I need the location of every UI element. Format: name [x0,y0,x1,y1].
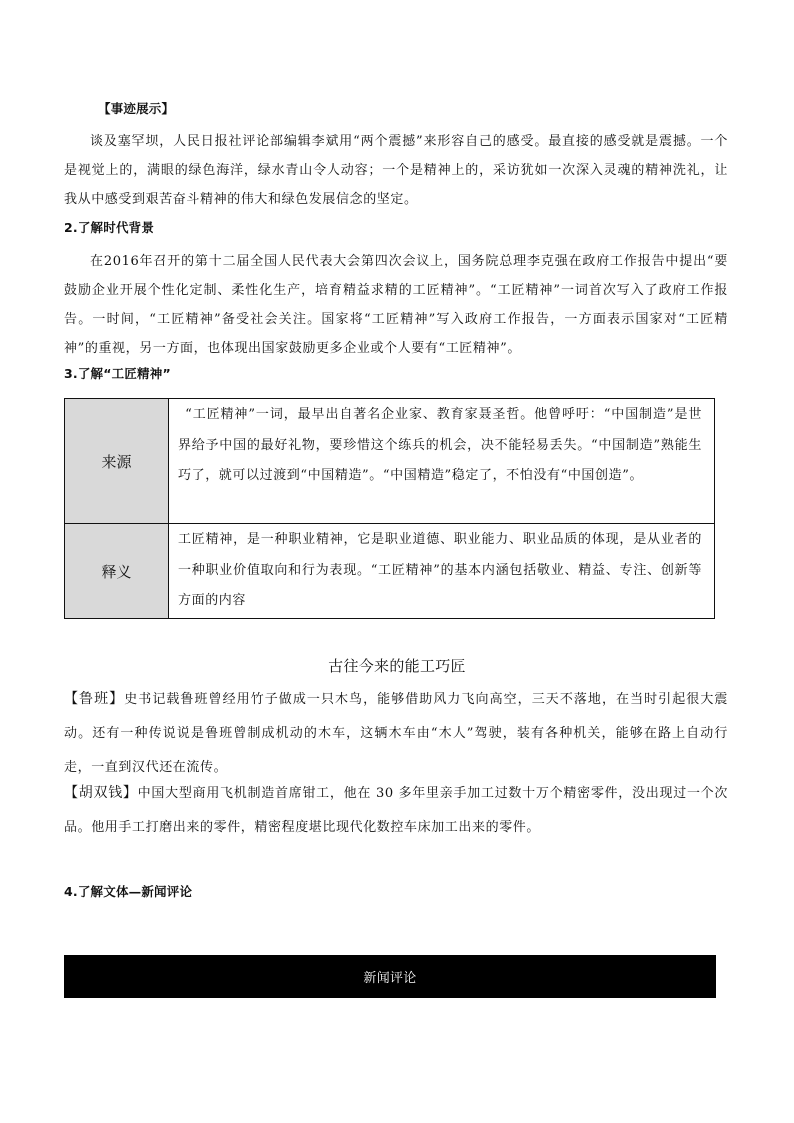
section-3-heading: 3.了解“工匠精神” [64,366,171,381]
table-row-definition [65,524,714,618]
deed-paragraph-block [64,127,728,214]
section-2-heading: 2.了解时代背景 [64,220,155,235]
craftsman-text-hushuangqian: 中国大型商用飞机制造首席钳工，他在 30 多年里亲手加工过数十万个精密零件，没出现过一个次品。他用手工打磨出来的零件，精密程度堪比现代化数控车床加工出来的零件。 [64,786,729,835]
section-4-heading: 4.了解文体—新闻评论 [64,884,193,899]
craftsman-name-luban: 【鲁班】 [64,691,125,707]
craftsman-name-hushuangqian: 【胡双钱】 [64,785,138,801]
section-2-paragraph: 在2016年召开的第十二届全国人民代表大会第四次会议上，国务院总理李克强在政府工作报告中提出“要鼓励企业开展个性化定制、柔性化生产，培育精益求精的工匠精神”。“工匠精神”一词首次写入了政府工作报告。一时间，“工匠精神”备受社会关注。国家将“工匠精神”写入政府工作报告，一方面表示国家对“工匠精神”的重视，另一方面，也体现出国家鼓励更多企业或个人要有“工匠精神”。 [64,254,728,356]
table-label-definition: 释义 [65,524,169,618]
table-content-definition-text: 工匠精神，是一种职业精神，它是职业道德、职业能力、职业品质的体现，是从业者的一种职业价值取向和行为表现。“工匠精神”的基本内涵包括敬业、精益、专注、创新等方面的内容 [178,532,702,608]
craftsmen-title: 古往今来的能工巧匠 [328,657,466,675]
table-row-source [65,399,714,524]
deed-paragraph: 谈及塞罕坝，人民日报社评论部编辑李斌用“两个震撼”来形容自己的感受。最直接的感受就是震撼。一个是视觉上的，满眼的绿色海洋，绿水青山令人动容；一个是精神上的，采访犹如一次深入灵魂的精神洗礼，让我从中感受到艰苦奋斗精神的伟大和绿色发展信念的坚定。 [64,134,728,207]
craftsman-item-luban [64,682,728,785]
craftsman-text-luban: 史书记载鲁班曾经用竹子做成一只木鸟，能够借助风力飞向高空，三天不落地，在当时引起很大震动。还有一种传说说是鲁班曾制成机动的木车，这辆木车由“木人”驾驶，装有各种机关，能够在路上自动行走，一直到汉代还在流传。 [64,692,728,775]
news-commentary-banner-label: 新闻评论 [363,971,417,986]
news-commentary-banner [64,955,716,998]
table-content-definition [169,524,714,618]
table-content-source-text: “工匠精神”一词，最早出自著名企业家、教育家聂圣哲。他曾呼吁：“中国制造”是世界给予中国的最好礼物，要珍惜这个练兵的机会，决不能轻易丢失。“中国制造”熟能生巧了，就可以过渡到“中国精造”。“中国精造”稳定了，不怕没有“中国创造”。 [178,407,702,483]
section-2-paragraph-block [64,247,728,363]
craftsman-item-hushuangqian [64,776,728,845]
table-content-source [169,399,714,523]
table-label-source: 来源 [65,399,169,523]
craftsman-spirit-table [64,398,715,619]
deed-heading: 【事迹展示】 [98,101,175,116]
